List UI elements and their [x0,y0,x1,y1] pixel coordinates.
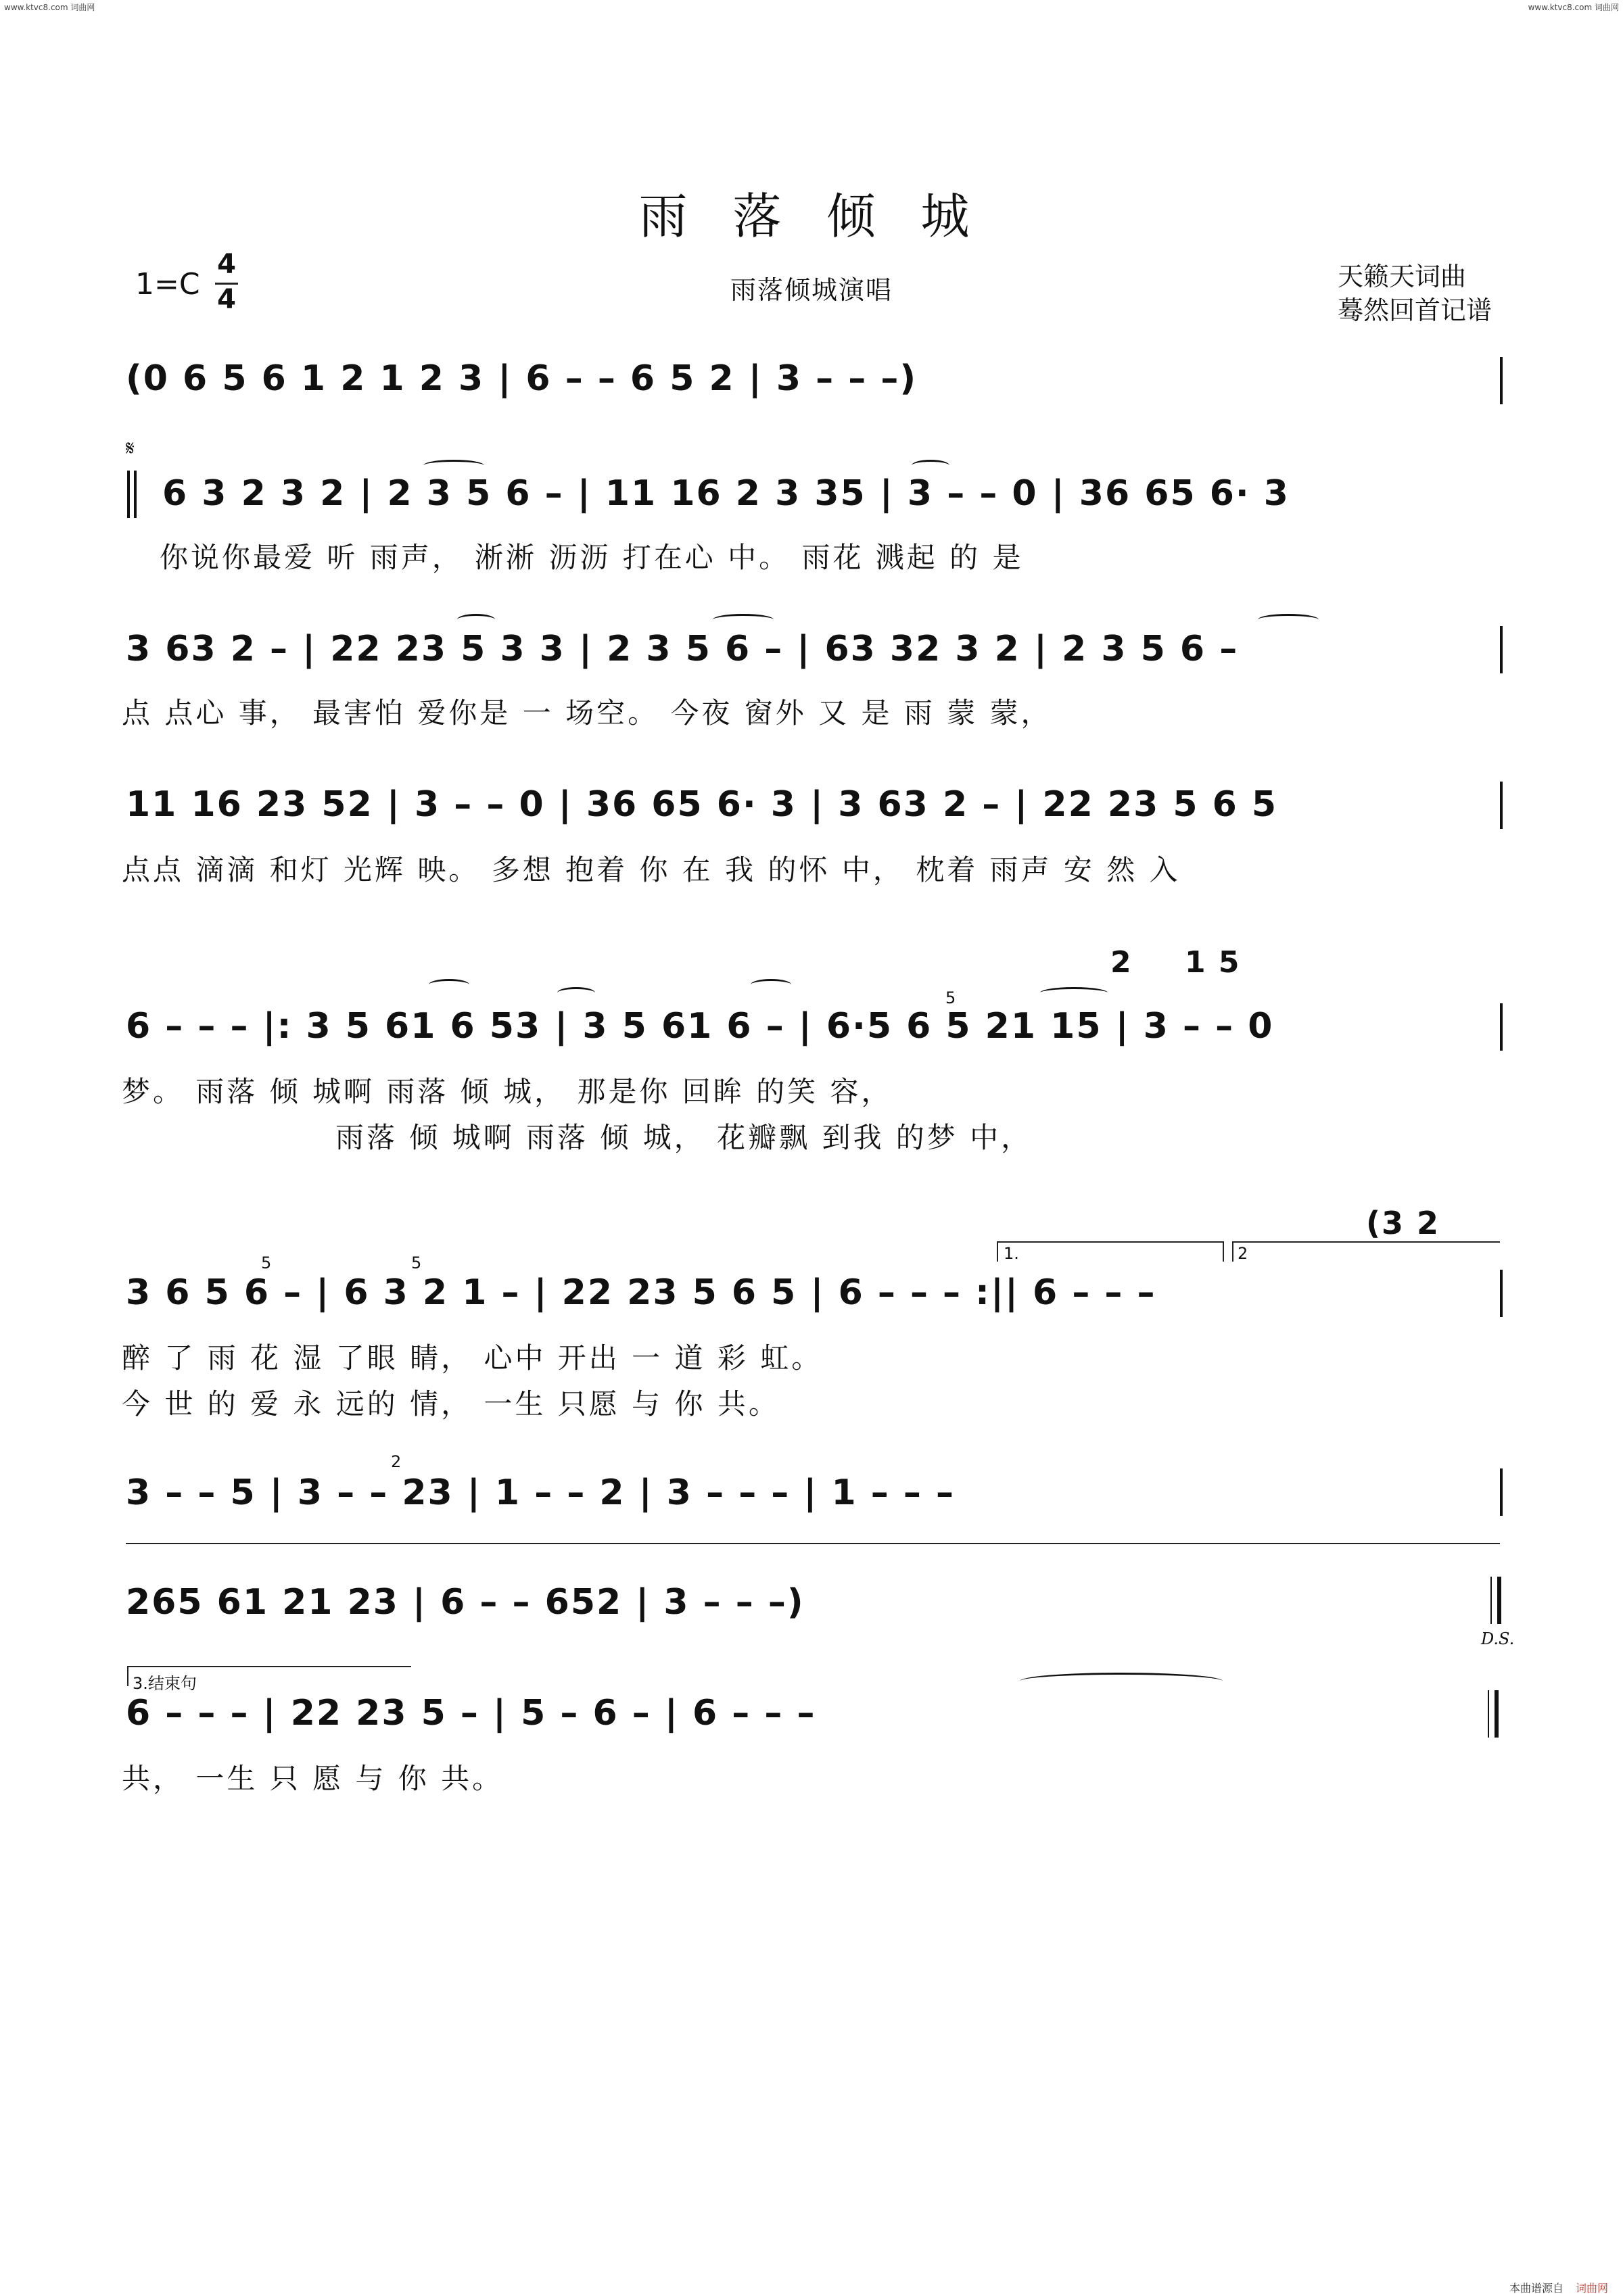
volta-bracket-2-left [1232,1241,1233,1262]
system-divider [126,1543,1500,1544]
volta-bracket-3-left [127,1666,128,1686]
volta-bracket-3 [127,1666,411,1667]
tie-slur [1020,1673,1223,1690]
composer-credit: 天籁天词曲 [1338,262,1467,291]
tie-slur [423,460,484,471]
tie-slur [557,987,595,999]
notation-line-8: 265 61 21 23 | 6 – – 652 | 3 – – –) [126,1582,805,1623]
tie-slur [457,614,495,625]
volta-2-label: 2 [1238,1244,1248,1263]
tie-slur [1040,987,1108,999]
notation-line-4: 11 16 23 52 | 3 – – 0 | 36 65 6· 3 | 3 63 2 – | 22 23 5 6 5 [126,784,1278,825]
barline [1500,357,1503,404]
volta-bracket-2 [1232,1241,1500,1243]
double-barline [134,471,137,518]
tie-slur [1258,614,1319,625]
footer-source-label: 本曲谱源自 [1509,2282,1564,2295]
notation-line-2: 6 3 2 3 2 | 2 3 5 6 – | 11 16 2 3 35 | 3 – – 0 | 36 65 6· 3 [162,473,1290,514]
tie-slur [429,979,469,990]
notation-line-5: 6 – – – |: 3 5 61 6 53 | 3 5 61 6 – | 6·5 6 5 21 15 | 3 – – 0 [126,1006,1274,1047]
tie-slur [912,460,949,471]
volta-bracket-1-right [1223,1241,1224,1262]
segno-sign: 𝄋 [126,437,135,460]
performer-subtitle: 雨落倾城演唱 [730,275,893,305]
final-barline [1495,1690,1499,1738]
barline [1500,1003,1503,1051]
key-signature: 1=C [135,267,200,302]
final-barline [1497,1577,1501,1624]
lyrics-line-4: 点点 滴滴 和灯 光辉 映。 多想 抱着 你 在 我 的怀 中， 枕着 雨声 安 然 入 [122,853,1181,886]
volta-bracket-1-left [997,1241,998,1262]
lyrics-line-5a: 梦。 雨落 倾 城啊 雨落 倾 城， 那是你 回眸 的笑 容， [122,1075,893,1108]
transcriber-credit: 蓦然回首记谱 [1338,295,1492,325]
final-barline [1490,1577,1492,1624]
barline [1500,626,1503,673]
upper-voice-note: 1 5 [1185,945,1241,980]
site-label-right: www.ktvc8.com 词曲网 [1528,3,1619,12]
barline [1500,1270,1503,1317]
barline [1500,782,1503,829]
barline [1500,1468,1503,1516]
upper-voice-note: 2 [1110,945,1133,980]
double-barline [127,471,130,518]
lyrics-line-5b: 雨落 倾 城啊 雨落 倾 城， 花瓣飘 到我 的梦 中， [335,1121,1033,1154]
tie-slur [713,614,774,625]
site-label-left: www.ktvc8.com 词曲网 [4,3,95,12]
grace-note: 5 [945,988,956,1007]
notation-line-9: 6 – – – | 22 23 5 – | 5 – 6 – | 6 – – – [126,1693,816,1733]
final-barline [1488,1690,1489,1738]
interlude-start: (3 2 [1366,1205,1440,1241]
lyrics-line-2: 你说你最爱 听 雨声， 淅淅 沥沥 打在心 中。 雨花 溅起 的 是 [160,541,1024,574]
notation-line-3: 3 63 2 – | 22 23 5 3 3 | 2 3 5 6 – | 63 32 3 2 | 2 3 5 6 – [126,629,1239,669]
grace-note: 2 [391,1452,402,1471]
ds-marking: D.S. [1481,1629,1515,1648]
volta-1-label: 1. [1004,1244,1019,1263]
grace-note: 5 [411,1253,422,1272]
notation-line-6: 3 6 5 6 – | 6 3 2 1 – | 22 23 5 6 5 | 6 – – – :|| 6 – – – [126,1272,1156,1313]
lyrics-line-3: 点 点心 事， 最害怕 爱你是 一 场空。 今夜 窗外 又 是 雨 蒙 蒙， [122,696,1052,730]
time-signature-bottom: 4 [217,284,236,315]
lyrics-line-6a: 醉 了 雨 花 湿 了眼 睛， 心中 开出 一 道 彩 虹。 [122,1341,823,1374]
notation-line-1: (0 6 5 6 1 2 1 2 3 | 6 – – 6 5 2 | 3 – – –) [126,358,918,399]
volta-3-label: 3.结束句 [133,1674,197,1693]
footer-site-label: 词曲网 [1576,2282,1609,2295]
score-title: 雨 落 倾 城 [638,188,985,245]
volta-bracket-1 [997,1241,1224,1243]
lyrics-line-6b: 今 世 的 爱 永 远的 情， 一生 只愿 与 你 共。 [122,1387,780,1420]
notation-line-7: 3 – – 5 | 3 – – 23 | 1 – – 2 | 3 – – – | 1 – – – [126,1473,955,1513]
time-signature-top: 4 [217,249,236,280]
lyrics-line-9: 共， 一生 只 愿 与 你 共。 [122,1762,504,1795]
grace-note: 5 [261,1253,272,1272]
tie-slur [751,979,791,990]
